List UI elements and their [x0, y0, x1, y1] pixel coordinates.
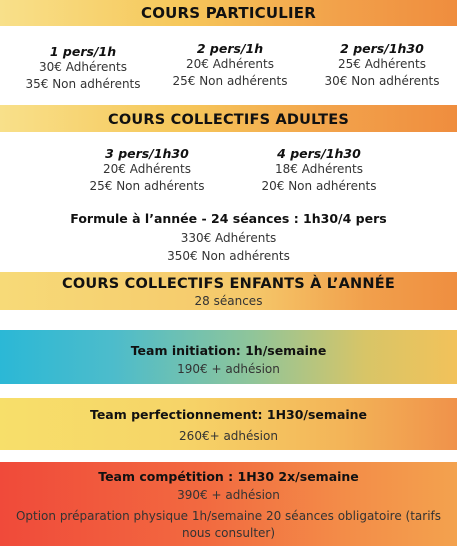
- col-line: 25€ Non adhérents: [89, 179, 205, 193]
- col-line: 30€ Adhérents: [39, 60, 127, 74]
- particulier-col-1: [8, 44, 158, 93]
- team-line: 190€ + adhésion: [177, 362, 280, 376]
- particulier-header: [0, 0, 457, 26]
- enfants-subtitle: 28 séances: [194, 294, 263, 308]
- team-line: nous consulter): [181, 526, 276, 540]
- particulier-title: COURS PARTICULIER: [141, 4, 316, 22]
- team-line: Option préparation physique 1h/semaine 20 séances obligatoire (tarifs: [15, 509, 442, 523]
- col-line: 25€ Non adhérents: [172, 74, 288, 88]
- particulier-col-2: [155, 41, 305, 90]
- adultes-col-1: [72, 146, 222, 195]
- adultes-header: [0, 105, 457, 132]
- team-competition: [0, 462, 457, 546]
- team-perfectionnement: [0, 398, 457, 450]
- col-line: 25€ Adhérents: [338, 57, 426, 71]
- team-title: Team compétition : 1H30 2x/semaine: [98, 469, 359, 484]
- team-line: 260€+ adhésion: [179, 429, 278, 443]
- col-title: 2 pers/1h: [196, 41, 264, 56]
- col-title: 1 pers/1h: [49, 44, 117, 59]
- adultes-title: COURS COLLECTIFS ADULTES: [108, 112, 349, 128]
- enfants-header: [0, 272, 457, 310]
- col-line: 20€ Adhérents: [103, 162, 191, 176]
- enfants-title: COURS COLLECTIFS ENFANTS À L’ANNÉE: [62, 276, 395, 292]
- team-title: Team initiation: 1h/semaine: [130, 343, 327, 358]
- team-initiation: [0, 330, 457, 384]
- col-line: 20€ Adhérents: [186, 57, 274, 71]
- col-title: 3 pers/1h30: [105, 146, 189, 161]
- formule-line: 330€ Adhérents: [180, 231, 277, 245]
- team-line: 390€ + adhésion: [177, 488, 280, 502]
- col-title: 4 pers/1h30: [277, 146, 361, 161]
- formule-line: 350€ Non adhérents: [167, 249, 290, 263]
- col-line: 20€ Non adhérents: [261, 179, 377, 193]
- formule-block: [0, 210, 457, 265]
- particulier-col-3: [307, 41, 457, 90]
- formule-title: Formule à l’année - 24 séances : 1h30/4 pers: [70, 211, 387, 226]
- col-line: 30€ Non adhérents: [324, 74, 440, 88]
- col-line: 35€ Non adhérents: [25, 77, 141, 91]
- team-title: Team perfectionnement: 1H30/semaine: [89, 407, 368, 422]
- col-title: 2 pers/1h30: [340, 41, 424, 56]
- adultes-col-2: [244, 146, 394, 195]
- col-line: 18€ Adhérents: [275, 162, 363, 176]
